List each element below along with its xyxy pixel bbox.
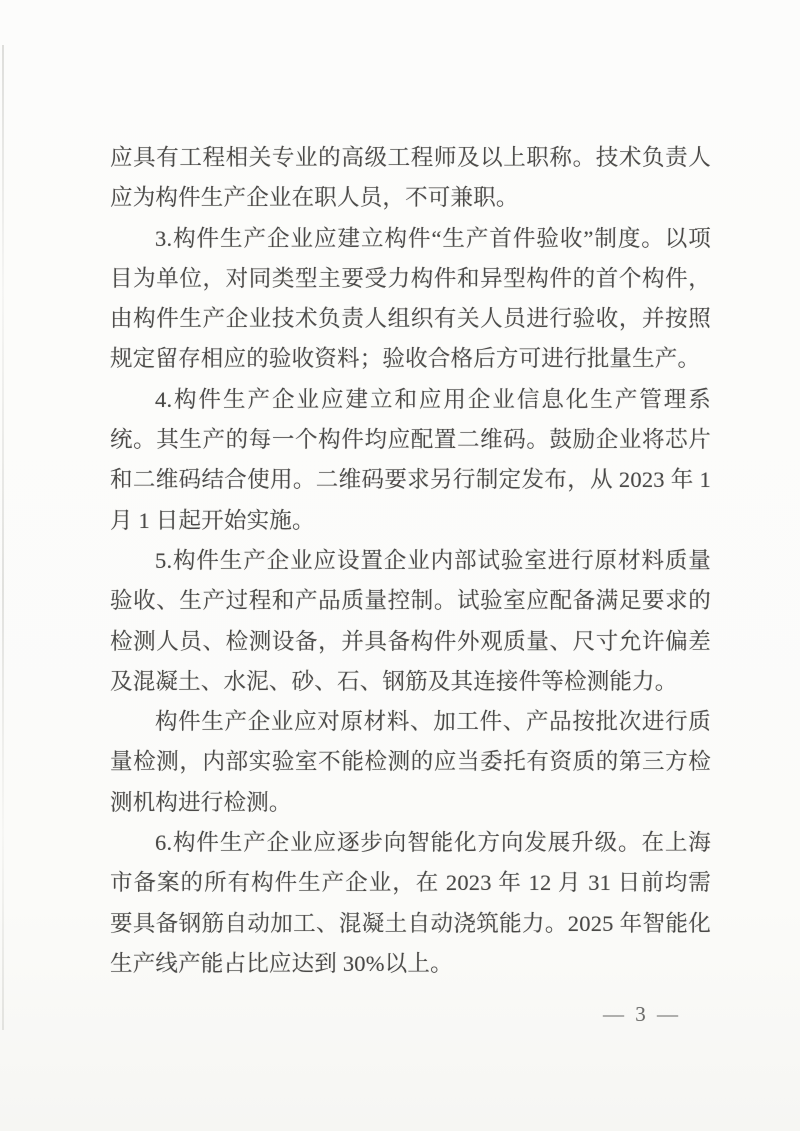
paragraph-item-6: 6.构件生产企业应逐步向智能化方向发展升级。在上海市备案的所有构件生产企业，在 2023 年 12 月 31 日前均需要具备钢筋自动加工、混凝土自动浇筑能力。2025 年智能化生产线产能占比应达到 30%以上。 [110,830,711,976]
scan-edge-artifact [2,45,4,1030]
page-number: — 3 — [603,1002,681,1026]
paragraph-item-3: 3.构件生产企业应建立构件“生产首件验收”制度。以项目为单位，对同类型主要受力构件和异型构件的首个构件，由构件生产企业技术负责人组织有关人员进行验收，并按照规定留存相应的验收资料；验收合格后方可进行批量生产。 [110,225,711,372]
document-body-text [110,138,711,984]
paragraph-item-5-continued: 构件生产企业应对原材料、加工件、产品按批次进行质量检测，内部实验室不能检测的应当委托有资质的第三方检测机构进行检测。 [110,709,711,815]
paragraph-item-4: 4.构件生产企业应建立和应用企业信息化生产管理系统。其生产的每一个构件均应配置二维码。鼓励企业将芯片和二维码结合使用。二维码要求另行制定发布，从 2023 年 1 月 1 日起开始实施。 [110,386,711,533]
paragraph-item-5: 5.构件生产企业应设置企业内部试验室进行原材料质量验收、生产过程和产品质量控制。试验室应配备满足要求的检测人员、检测设备，并具备构件外观质量、尺寸允许偏差及混凝土、水泥、砂、石、钢筋及其连接件等检测能力。 [110,547,711,694]
paragraph-continuation: 应具有工程相关专业的高级工程师及以上职称。技术负责人应为构件生产企业在职人员，不可兼职。 [110,145,711,211]
